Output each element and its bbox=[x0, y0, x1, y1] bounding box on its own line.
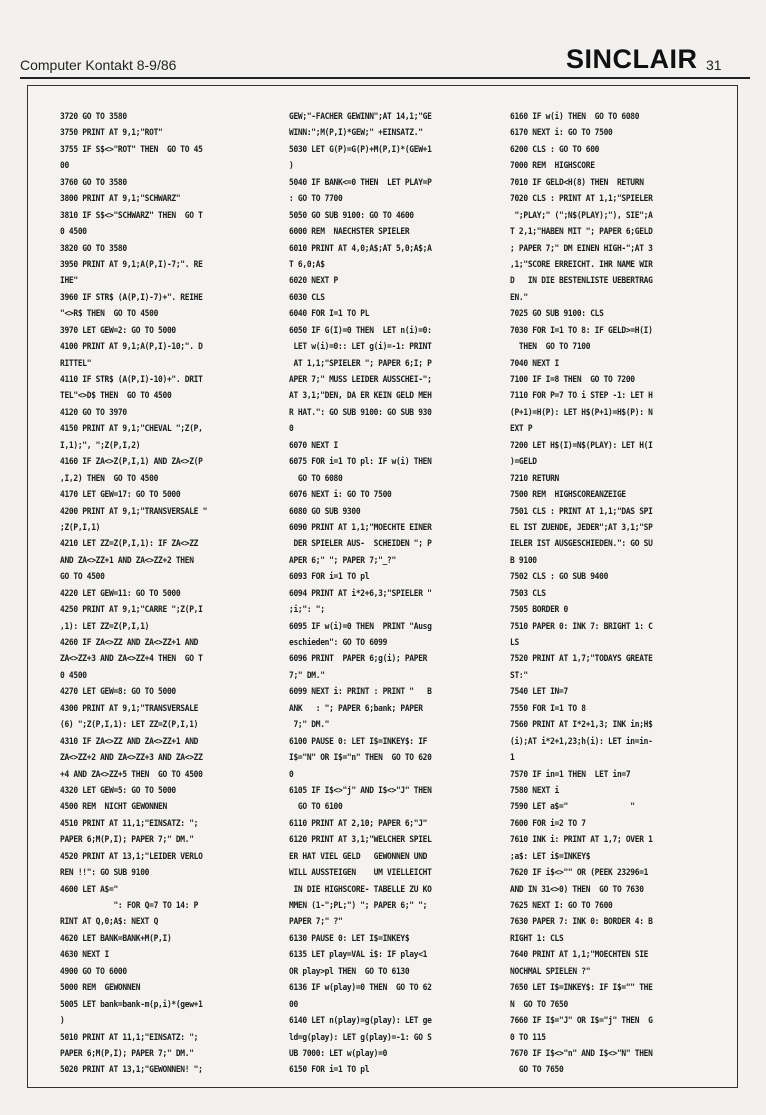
code-line: TEL"<>D$ THEN GO TO 4500 bbox=[60, 390, 172, 402]
code-line: LS bbox=[510, 637, 519, 648]
code-line: APER 7;" MUSS LEIDER AUSSCHEI-"; bbox=[289, 374, 432, 385]
code-line: AND IN 31<>0) THEN GO TO 7630 bbox=[510, 883, 644, 895]
code-line: 4100 PRINT AT 9,1;A(P,I)-10;". D bbox=[60, 341, 203, 353]
code-line: ,1;"SCORE ERREICHT. IHR NAME WIR bbox=[510, 258, 653, 270]
code-line: 6140 LET n(play)=g(play): LET ge bbox=[289, 1015, 432, 1027]
code-line: PAPER 6;M(P,I); PAPER 7;" DM." bbox=[60, 834, 194, 846]
code-line: 6094 PRINT AT i*2+6,3;"SPIELER " bbox=[289, 587, 432, 599]
code-line: 7550 FOR I=1 TO 8 bbox=[510, 702, 586, 714]
code-line: AT 3,1;"DEN, DA ER KEIN GELD MEH bbox=[289, 390, 432, 402]
code-line: 7670 IF I$<>"n" AND I$<>"N" THEN bbox=[510, 1047, 653, 1059]
code-line: ld=g(play): LET g(play)=-1: GO S bbox=[289, 1031, 432, 1043]
code-line: (P+1)=H(P): LET H$(P+1)=H$(P): N bbox=[510, 406, 653, 418]
code-line: 7501 CLS : PRINT AT 1,1;"DAS SPI bbox=[510, 505, 653, 517]
code-line: 7210 RETURN bbox=[510, 472, 560, 484]
code-line: 4500 REM NICHT GEWONNEN bbox=[60, 801, 167, 813]
code-line: 4270 LET GEW=8: GO TO 5000 bbox=[60, 686, 176, 698]
code-line: NOCHMAL SPIELEN ?" bbox=[510, 965, 591, 977]
code-line: WINN:";M(P,I)*GEW;" +EINSATZ." bbox=[289, 127, 423, 139]
code-line: 4170 LET GEW=17: GO TO 5000 bbox=[60, 489, 181, 501]
code-line: 0 4500 bbox=[60, 226, 87, 238]
code-line: 6160 IF w(i) THEN GO TO 6080 bbox=[510, 111, 640, 122]
code-line: 5020 PRINT AT 13,1;"GEWONNEN! "; bbox=[60, 1064, 203, 1076]
code-line: REN !!": GO SUB 9100 bbox=[60, 867, 150, 879]
code-line: ANK : "; PAPER 6;bank; PAPER bbox=[289, 702, 423, 714]
code-line: 6096 PRINT PAPER 6;g(i); PAPER bbox=[289, 653, 428, 665]
code-line: EN." bbox=[510, 291, 528, 303]
code-line: 0 bbox=[289, 423, 294, 435]
code-line: 5000 REM GEWONNEN bbox=[60, 982, 141, 994]
code-line: LET w(i)=0:: LET g(i)=-1: PRINT bbox=[289, 341, 432, 353]
code-line: GO TO 6100 bbox=[289, 801, 343, 813]
code-line: 4900 GO TO 6000 bbox=[60, 965, 127, 977]
code-line: UB 7000: LET w(play)=0 bbox=[289, 1047, 388, 1059]
listing-column-2 bbox=[289, 109, 432, 1079]
code-line: 7630 PAPER 7: INK 0: BORDER 4: B bbox=[510, 916, 653, 928]
code-line: 7503 CLS bbox=[510, 587, 546, 599]
code-line: ,1): LET ZZ=Z(P,I,1) bbox=[60, 620, 150, 632]
code-line: I$="N" OR I$="n" THEN GO TO 620 bbox=[289, 752, 432, 764]
code-line: 6020 NEXT P bbox=[289, 275, 339, 287]
code-line: 6170 NEXT i: GO TO 7500 bbox=[510, 127, 613, 139]
code-line: ZA<>ZZ+3 AND ZA<>ZZ+4 THEN GO T bbox=[60, 653, 203, 665]
code-line: 4310 IF ZA<>ZZ AND ZA<>ZZ+1 AND bbox=[60, 735, 199, 747]
code-line: +4 AND ZA<>ZZ+5 THEN GO TO 4500 bbox=[60, 768, 203, 780]
code-line: 7620 IF i$<>"" OR (PEEK 23296=1 bbox=[510, 867, 649, 879]
code-line: 4210 LET ZZ=Z(P,I,1): IF ZA<>ZZ bbox=[60, 538, 199, 550]
code-line: ZA<>ZZ+2 AND ZA<>ZZ+3 AND ZA<>ZZ bbox=[60, 752, 203, 764]
code-line: 4260 IF ZA<>ZZ AND ZA<>ZZ+1 AND bbox=[60, 637, 199, 648]
code-line: eschieden": GO TO 6099 bbox=[289, 637, 388, 648]
code-line: 6110 PRINT AT 2,10; PAPER 6;"J" bbox=[289, 817, 428, 829]
code-line: 3760 GO TO 3580 bbox=[60, 176, 127, 188]
code-line: 6150 FOR i=1 TO pl bbox=[289, 1064, 370, 1076]
code-line: ;Z(P,I,1) bbox=[60, 521, 101, 533]
code-line: 7640 PRINT AT 1,1;"MOECHTEN SIE bbox=[510, 949, 649, 961]
code-line: N GO TO 7650 bbox=[510, 998, 568, 1010]
code-line: EL IST ZUENDE, JEDER";AT 3,1;"SP bbox=[510, 521, 653, 533]
code-line: R HAT.": GO SUB 9100: GO SUB 930 bbox=[289, 406, 432, 418]
code-line: RINT AT Q,0;A$: NEXT Q bbox=[60, 916, 159, 928]
code-line: 6050 IF G(I)=0 THEN LET n(i)=0: bbox=[289, 324, 432, 336]
code-line: : GO TO 7700 bbox=[289, 193, 343, 205]
code-line: 6093 FOR i=1 TO pl bbox=[289, 571, 370, 583]
code-line: 6080 GO SUB 9300 bbox=[289, 505, 361, 517]
section-brand: SINCLAIR bbox=[566, 44, 698, 74]
code-line: GO TO 6080 bbox=[289, 472, 343, 484]
code-line: 4200 PRINT AT 9,1;"TRANSVERSALE " bbox=[60, 505, 208, 517]
code-line: PAPER 7;" ?" bbox=[289, 916, 343, 928]
code-line: 3750 PRINT AT 9,1;"ROT" bbox=[60, 127, 163, 139]
code-line: ER HAT VIEL GELD GEWONNEN UND bbox=[289, 850, 428, 862]
code-line: 7625 NEXT I: GO TO 7600 bbox=[510, 900, 613, 911]
listing-column-1 bbox=[60, 109, 207, 1079]
code-line: 6105 IF I$<>"j" AND I$<>"J" THEN bbox=[289, 784, 432, 796]
code-line: OR play>pl THEN GO TO 6130 bbox=[289, 965, 410, 977]
code-line: 7600 FOR i=2 TO 7 bbox=[510, 817, 586, 829]
code-line: 6090 PRINT AT 1,1;"MOECHTE EINER bbox=[289, 521, 432, 533]
code-line: GO TO 4500 bbox=[60, 571, 105, 583]
code-line: IELER IST AUSGESCHIEDEN.": GO SU bbox=[510, 538, 653, 550]
code-line: (6) ";Z(P,I,1): LET ZZ=Z(P,I,1) bbox=[60, 719, 199, 731]
code-line: 6100 PAUSE 0: LET I$=INKEY$: IF bbox=[289, 735, 428, 747]
code-line: 3720 GO TO 3580 bbox=[60, 111, 127, 122]
code-line: ;a$: LET i$=INKEY$ bbox=[510, 850, 591, 862]
code-line: RIGHT 1: CLS bbox=[510, 932, 564, 944]
code-line: 3950 PRINT AT 9,1;A(P,I)-7;". RE bbox=[60, 258, 203, 270]
code-line: 7020 CLS : PRINT AT 1,1;"SPIELER bbox=[510, 193, 653, 205]
code-line: 4110 IF STR$ (A(P,I)-10)+". DRIT bbox=[60, 374, 203, 385]
code-line: 4510 PRINT AT 11,1;"EINSATZ: "; bbox=[60, 817, 199, 829]
code-line: 7500 REM HIGHSCOREANZEIGE bbox=[510, 489, 626, 501]
code-line: MMEN (1-";PL;") "; PAPER 6;" "; bbox=[289, 900, 428, 911]
code-line: 7660 IF I$="J" OR I$="j" THEN G bbox=[510, 1015, 653, 1027]
code-line: 0 TO 115 bbox=[510, 1031, 546, 1043]
code-line: 00 bbox=[60, 160, 69, 172]
code-line: 7570 IF in=1 THEN LET in=7 bbox=[510, 768, 631, 780]
code-line: 3960 IF STR$ (A(P,I)-7)+". REIHE bbox=[60, 291, 203, 303]
code-line: 7030 FOR I=1 TO 8: IF GELD>=H(I) bbox=[510, 324, 653, 336]
code-line: 3800 PRINT AT 9,1;"SCHWARZ" bbox=[60, 193, 181, 205]
code-line: 4600 LET A$=" bbox=[60, 883, 118, 895]
code-line: )=GELD bbox=[510, 456, 537, 468]
code-line: GEW;"-FACHER GEWINN";AT 14,1;"GE bbox=[289, 111, 432, 122]
code-line: 5050 GO SUB 9100: GO TO 4600 bbox=[289, 209, 414, 221]
code-line: 4220 LET GEW=11: GO TO 5000 bbox=[60, 587, 181, 599]
code-line: ": FOR Q=7 TO 14: P bbox=[60, 900, 199, 911]
code-line: 7010 IF GELD<H(8) THEN RETURN bbox=[510, 176, 644, 188]
code-line: THEN GO TO 7100 bbox=[510, 341, 591, 353]
code-line: T 2,1;"HABEN MIT "; PAPER 6;GELD bbox=[510, 226, 653, 238]
code-line: 5010 PRINT AT 11,1;"EINSATZ: "; bbox=[60, 1031, 199, 1043]
code-line: ,I,2) THEN GO TO 4500 bbox=[60, 472, 159, 484]
code-line: APER 6;" "; PAPER 7;"_?" bbox=[289, 554, 396, 566]
code-line: PAPER 6;M(P,I); PAPER 7;" DM." bbox=[60, 1047, 194, 1059]
code-line: 7580 NEXT i bbox=[510, 784, 560, 796]
code-line: DER SPIELER AUS- SCHEIDEN "; P bbox=[289, 538, 432, 550]
code-line: 4620 LET BANK=BANK+M(P,I) bbox=[60, 932, 172, 944]
code-line: WILL AUSSTEIGEN UM VIELLEICHT bbox=[289, 867, 432, 879]
code-line: 6135 LET play=VAL i$: IF play<1 bbox=[289, 949, 428, 961]
code-line: EXT P bbox=[510, 423, 533, 435]
code-line: GO TO 7650 bbox=[510, 1064, 564, 1076]
code-line: 7510 PAPER 0: INK 7: BRIGHT 1: C bbox=[510, 620, 653, 632]
code-line: 0 bbox=[289, 768, 294, 780]
code-line: 7110 FOR P=7 TO i STEP -1: LET H bbox=[510, 390, 653, 402]
code-line: D IN DIE BESTENLISTE UEBERTRAG bbox=[510, 275, 653, 287]
code-line: 6099 NEXT i: PRINT : PRINT " B bbox=[289, 686, 432, 698]
code-line: 7540 LET IN=7 bbox=[510, 686, 568, 698]
code-line: IN DIE HIGHSCORE- TABELLE ZU KO bbox=[289, 883, 432, 895]
code-line: 7505 BORDER 0 bbox=[510, 604, 568, 616]
code-line: 4250 PRINT AT 9,1;"CARRE ";Z(P,I bbox=[60, 604, 203, 616]
code-line: 6095 IF w(i)=0 THEN PRINT "Ausg bbox=[289, 620, 432, 632]
code-line: 6136 IF w(play)=0 THEN GO TO 62 bbox=[289, 982, 432, 994]
code-line: 6200 CLS : GO TO 600 bbox=[510, 143, 600, 155]
code-line: 4160 IF ZA<>Z(P,I,1) AND ZA<>Z(P bbox=[60, 456, 203, 468]
code-line: 5005 LET bank=bank-m(p,i)*(gew+1 bbox=[60, 998, 203, 1010]
publication-title: Computer Kontakt 8-9/86 bbox=[20, 57, 177, 73]
listing-column-3 bbox=[510, 109, 653, 1079]
page-number: 31 bbox=[706, 57, 722, 73]
code-line: 3810 IF S$<>"SCHWARZ" THEN GO T bbox=[60, 209, 203, 221]
code-line: I,1);", ";Z(P,I,2) bbox=[60, 439, 141, 451]
code-line: 6120 PRINT AT 3,1;"WELCHER SPIEL bbox=[289, 834, 432, 846]
code-line: 7040 NEXT I bbox=[510, 357, 560, 369]
code-line: 7100 IF I=8 THEN GO TO 7200 bbox=[510, 374, 635, 385]
code-line: 3820 GO TO 3580 bbox=[60, 242, 127, 254]
code-line: 7000 REM HIGHSCORE bbox=[510, 160, 595, 172]
code-line: 00 bbox=[289, 998, 298, 1010]
code-line: 0 4500 bbox=[60, 669, 87, 681]
code-line: 7610 INK i: PRINT AT 1,7; OVER 1 bbox=[510, 834, 653, 846]
code-line: "<>R$ THEN GO TO 4500 bbox=[60, 308, 159, 320]
code-line: 5030 LET G(P)=G(P)+M(P,I)*(GEW+1 bbox=[289, 143, 432, 155]
code-line: 3755 IF S$<>"ROT" THEN GO TO 45 bbox=[60, 143, 203, 155]
code-line: 7650 LET I$=INKEY$: IF I$="" THE bbox=[510, 982, 653, 994]
code-line: 7200 LET H$(I)=N$(PLAY): LET H(I bbox=[510, 439, 653, 451]
code-line: T 6,0;A$ bbox=[289, 258, 325, 270]
code-line: 6040 FOR I=1 TO PL bbox=[289, 308, 370, 320]
code-line: RITTEL" bbox=[60, 357, 92, 369]
code-line: 6030 CLS bbox=[289, 291, 325, 303]
code-line: 4150 PRINT AT 9,1;"CHEVAL ";Z(P, bbox=[60, 423, 203, 435]
code-line: 7590 LET a$=" " bbox=[510, 801, 635, 813]
code-line: 6000 REM NAECHSTER SPIELER bbox=[289, 226, 410, 238]
code-line: 6010 PRINT AT 4,0;A$;AT 5,0;A$;A bbox=[289, 242, 432, 254]
code-line: 4300 PRINT AT 9,1;"TRANSVERSALE bbox=[60, 702, 199, 714]
code-line: ) bbox=[289, 160, 294, 172]
code-line: ;i;": "; bbox=[289, 604, 325, 616]
code-line: 5040 IF BANK<=0 THEN LET PLAY=P bbox=[289, 176, 432, 188]
code-line: 7560 PRINT AT I*2+1,3; INK in;H$ bbox=[510, 719, 653, 731]
code-line: B 9100 bbox=[510, 554, 537, 566]
code-line: 3970 LET GEW=2: GO TO 5000 bbox=[60, 324, 176, 336]
code-line: 7520 PRINT AT 1,7;"TODAYS GREATE bbox=[510, 653, 653, 665]
code-line: 1 bbox=[510, 752, 515, 764]
code-line: (i);AT i*2+1,23;h(i): LET in=in- bbox=[510, 735, 653, 747]
code-line: AND ZA<>ZZ+1 AND ZA<>ZZ+2 THEN bbox=[60, 554, 194, 566]
code-line: ; PAPER 7;" DM EINEN HIGH-";AT 3 bbox=[510, 242, 653, 254]
code-line: IHE" bbox=[60, 275, 78, 287]
code-line: ) bbox=[60, 1015, 65, 1027]
code-line: 6076 NEXT i: GO TO 7500 bbox=[289, 489, 392, 501]
code-line: 6070 NEXT I bbox=[289, 439, 339, 451]
code-line: 7;" DM." bbox=[289, 669, 325, 681]
code-line: 6130 PAUSE 0: LET I$=INKEY$ bbox=[289, 932, 410, 944]
code-line: 4630 NEXT I bbox=[60, 949, 110, 961]
code-line: 7025 GO SUB 9100: CLS bbox=[510, 308, 604, 320]
code-line: 4320 LET GEW=5: GO TO 5000 bbox=[60, 784, 176, 796]
header-rule bbox=[20, 77, 750, 79]
code-line: 6075 FOR i=1 TO pl: IF w(i) THEN bbox=[289, 456, 432, 468]
code-line: ST:" bbox=[510, 669, 528, 681]
code-line: 4120 GO TO 3970 bbox=[60, 406, 127, 418]
code-line: AT 1,1;"SPIELER "; PAPER 6;I; P bbox=[289, 357, 432, 369]
code-line: 7;" DM." bbox=[289, 719, 330, 731]
code-line: 7502 CLS : GO SUB 9400 bbox=[510, 571, 609, 583]
code-line: ";PLAY;" (";N$(PLAY);"), SIE";A bbox=[510, 209, 653, 221]
code-line: 4520 PRINT AT 13,1;"LEIDER VERLO bbox=[60, 850, 203, 862]
